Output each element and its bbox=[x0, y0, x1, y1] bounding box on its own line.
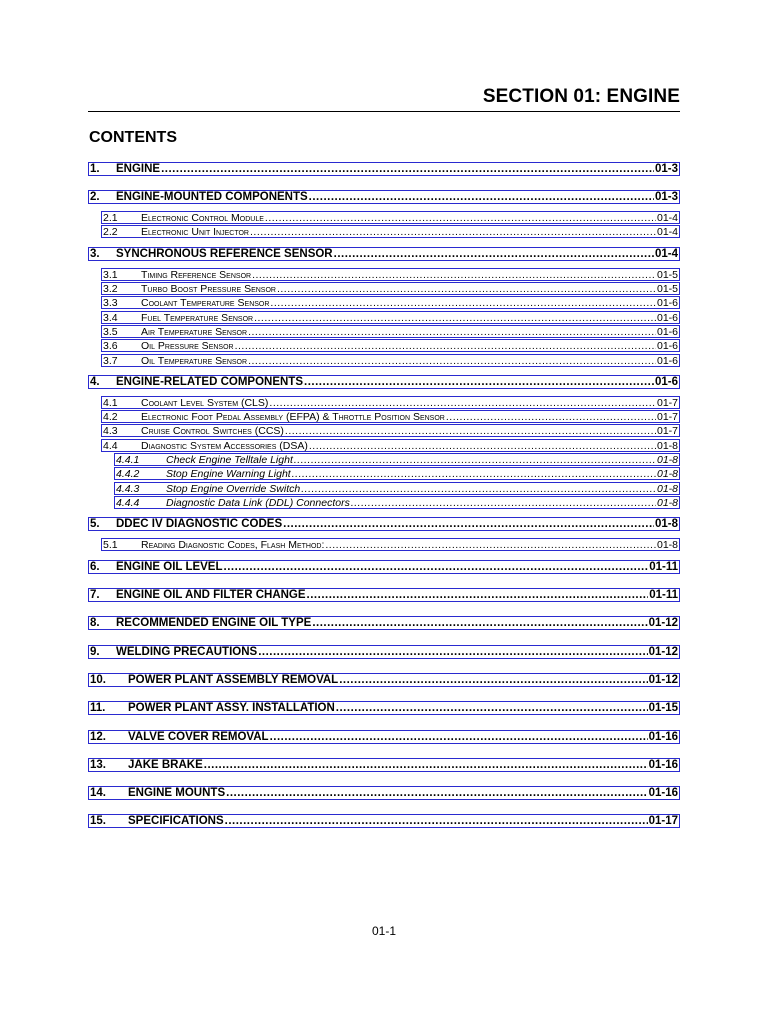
toc-entry-page: 01-12 bbox=[648, 674, 678, 686]
toc-entry-title: Timing Reference Sensor bbox=[141, 269, 252, 281]
toc-entry-page: 01-16 bbox=[648, 787, 678, 799]
toc-entry-page: 01-6 bbox=[656, 297, 678, 309]
dot-leader bbox=[325, 539, 656, 551]
toc-entry-title: Stop Engine Override Switch bbox=[166, 483, 301, 495]
dot-leader bbox=[225, 815, 648, 827]
toc-entry-page: 01-6 bbox=[656, 355, 678, 367]
toc-entry-1[interactable] bbox=[88, 162, 680, 176]
toc-entry-2-1[interactable] bbox=[101, 211, 680, 224]
dot-leader bbox=[235, 340, 656, 352]
dot-leader bbox=[161, 163, 654, 175]
toc-entry-number: 2.1 bbox=[103, 212, 118, 224]
toc-entry-4-1[interactable] bbox=[101, 396, 680, 409]
toc-entry-page: 01-15 bbox=[648, 702, 678, 714]
dot-leader bbox=[304, 376, 654, 388]
toc-entry-number: 3.6 bbox=[103, 340, 118, 352]
toc-entry-5[interactable] bbox=[88, 517, 680, 531]
dot-leader bbox=[270, 297, 656, 309]
toc-entry-title: RECOMMENDED ENGINE OIL TYPE bbox=[116, 617, 312, 629]
toc-entry-page: 01-3 bbox=[654, 163, 678, 175]
toc-entry-page: 01-12 bbox=[648, 646, 678, 658]
toc-entry-number: 1. bbox=[90, 163, 100, 175]
toc-entry-4-4-1[interactable] bbox=[114, 453, 680, 466]
dot-leader bbox=[258, 646, 647, 658]
toc-entry-number: 4. bbox=[90, 376, 100, 388]
toc-entry-4[interactable] bbox=[88, 375, 680, 389]
dot-leader bbox=[307, 589, 649, 601]
page-number: 01-1 bbox=[371, 924, 397, 938]
toc-entry-page: 01-7 bbox=[656, 425, 678, 437]
toc-entry-number: 4.4.3 bbox=[116, 483, 140, 495]
toc-entry-title: Reading Diagnostic Codes, Flash Method: bbox=[141, 539, 325, 551]
toc-entry-title: Electronic Control Module bbox=[141, 212, 264, 224]
toc-entry-number: 14. bbox=[90, 787, 106, 799]
toc-entry-number: 15. bbox=[90, 815, 106, 827]
toc-entry-page: 01-4 bbox=[656, 212, 678, 224]
toc-entry-page: 01-7 bbox=[656, 397, 678, 409]
dot-leader bbox=[294, 454, 656, 466]
toc-entry-number: 5. bbox=[90, 518, 100, 530]
toc-entry-3-3[interactable] bbox=[101, 296, 680, 309]
toc-entry-number: 3.3 bbox=[103, 297, 118, 309]
dot-leader bbox=[309, 440, 656, 452]
toc-entry-page: 01-16 bbox=[648, 731, 678, 743]
toc-entry-number: 3.1 bbox=[103, 269, 118, 281]
toc-entry-title: POWER PLANT ASSEMBLY REMOVAL bbox=[128, 674, 339, 686]
toc-entry-title: SYNCHRONOUS REFERENCE SENSOR bbox=[116, 248, 333, 260]
dot-leader bbox=[301, 483, 656, 495]
toc-entry-page: 01-6 bbox=[654, 376, 678, 388]
dot-leader bbox=[204, 759, 648, 771]
dot-leader bbox=[283, 518, 654, 530]
toc-entry-number: 4.2 bbox=[103, 411, 118, 423]
dot-leader bbox=[269, 397, 656, 409]
toc-entry-7[interactable] bbox=[88, 588, 680, 602]
toc-entry-3-1[interactable] bbox=[101, 268, 680, 281]
dot-leader bbox=[248, 355, 656, 367]
toc-entry-13[interactable] bbox=[88, 758, 680, 772]
dot-leader bbox=[226, 787, 647, 799]
toc-entry-title: ENGINE OIL LEVEL bbox=[116, 561, 223, 573]
toc-entry-page: 01-17 bbox=[648, 815, 678, 827]
toc-entry-page: 01-8 bbox=[656, 468, 678, 480]
toc-entry-3-4[interactable] bbox=[101, 311, 680, 324]
toc-entry-title: ENGINE-RELATED COMPONENTS bbox=[116, 376, 303, 388]
toc-entry-3-5[interactable] bbox=[101, 325, 680, 338]
toc-entry-6[interactable] bbox=[88, 560, 680, 574]
toc-entry-number: 3.4 bbox=[103, 312, 118, 324]
toc-entry-15[interactable] bbox=[88, 814, 680, 828]
toc-entry-number: 8. bbox=[90, 617, 100, 629]
toc-entry-number: 5.1 bbox=[103, 539, 118, 551]
toc-entry-title: Electronic Foot Pedal Assembly (EFPA) & Throttle Position Sensor bbox=[141, 411, 445, 423]
toc-entry-4-4-2[interactable] bbox=[114, 467, 680, 480]
contents-heading: CONTENTS bbox=[89, 129, 177, 146]
toc-entry-title: SPECIFICATIONS bbox=[128, 815, 224, 827]
toc-entry-number: 7. bbox=[90, 589, 100, 601]
toc-entry-title: VALVE COVER REMOVAL bbox=[128, 731, 269, 743]
toc-entry-page: 01-5 bbox=[656, 269, 678, 281]
toc-entry-4-4-4[interactable] bbox=[114, 496, 680, 509]
toc-entry-9[interactable] bbox=[88, 645, 680, 659]
toc-entry-title: Electronic Unit Injector bbox=[141, 226, 249, 238]
toc-entry-page: 01-6 bbox=[656, 312, 678, 324]
toc-entry-14[interactable] bbox=[88, 786, 680, 800]
toc-entry-number: 2.2 bbox=[103, 226, 118, 238]
toc-entry-page: 01-8 bbox=[656, 454, 678, 466]
dot-leader bbox=[270, 731, 648, 743]
toc-entry-page: 01-12 bbox=[648, 617, 678, 629]
toc-entry-number: 2. bbox=[90, 191, 100, 203]
toc-entry-title: ENGINE OIL AND FILTER CHANGE bbox=[116, 589, 306, 601]
toc-entry-title: ENGINE MOUNTS bbox=[128, 787, 226, 799]
dot-leader bbox=[265, 212, 656, 224]
dot-leader bbox=[446, 411, 656, 423]
dot-leader bbox=[277, 283, 656, 295]
toc-entry-page: 01-8 bbox=[656, 483, 678, 495]
dot-leader bbox=[351, 497, 656, 509]
toc-entry-8[interactable] bbox=[88, 616, 680, 630]
toc-entry-page: 01-5 bbox=[656, 283, 678, 295]
toc-entry-3[interactable] bbox=[88, 247, 680, 261]
toc-entry-number: 4.4 bbox=[103, 440, 118, 452]
toc-entry-page: 01-8 bbox=[656, 440, 678, 452]
toc-entry-3-2[interactable] bbox=[101, 282, 680, 295]
toc-entry-title: POWER PLANT ASSY. INSTALLATION bbox=[128, 702, 335, 714]
toc-entry-5-1[interactable] bbox=[101, 538, 680, 551]
dot-leader bbox=[309, 191, 654, 203]
toc-entry-title: Oil Temperature Sensor bbox=[141, 355, 248, 367]
toc-entry-3-7[interactable] bbox=[101, 354, 680, 367]
toc-entry-number: 4.4.1 bbox=[116, 454, 140, 466]
toc-entry-number: 10. bbox=[90, 674, 106, 686]
dot-leader bbox=[336, 702, 648, 714]
dot-leader bbox=[254, 312, 656, 324]
toc-entry-title: Check Engine Telltale Light bbox=[166, 454, 293, 466]
toc-entry-number: 13. bbox=[90, 759, 106, 771]
toc-entry-2-2[interactable] bbox=[101, 225, 680, 238]
toc-entry-number: 9. bbox=[90, 646, 100, 658]
dot-leader bbox=[224, 561, 649, 573]
dot-leader bbox=[312, 617, 647, 629]
toc-entry-title: Air Temperature Sensor bbox=[141, 326, 248, 338]
dot-leader bbox=[334, 248, 654, 260]
dot-leader bbox=[339, 674, 647, 686]
toc-entry-title: ENGINE bbox=[116, 163, 161, 175]
dot-leader bbox=[250, 226, 656, 238]
toc-entry-4-3[interactable] bbox=[101, 424, 680, 437]
toc-entry-page: 01-16 bbox=[648, 759, 678, 771]
toc-entry-number: 6. bbox=[90, 561, 100, 573]
toc-entry-title: JAKE BRAKE bbox=[128, 759, 203, 771]
toc-entry-title: Stop Engine Warning Light bbox=[166, 468, 291, 480]
toc-entry-title: Cruise Control Switches (CCS) bbox=[141, 425, 284, 437]
toc-entry-4-4[interactable] bbox=[101, 439, 680, 452]
toc-entry-title: Diagnostic System Accessories (DSA) bbox=[141, 440, 308, 452]
toc-entry-2[interactable] bbox=[88, 190, 680, 204]
dot-leader bbox=[285, 425, 656, 437]
toc-entry-4-4-3[interactable] bbox=[114, 482, 680, 495]
toc-entry-page: 01-11 bbox=[649, 561, 678, 573]
toc-entry-page: 01-11 bbox=[649, 589, 678, 601]
toc-entry-page: 01-3 bbox=[654, 191, 678, 203]
toc-entry-page: 01-8 bbox=[654, 518, 678, 530]
toc-entry-number: 12. bbox=[90, 731, 106, 743]
toc-entry-3-6[interactable] bbox=[101, 339, 680, 352]
dot-leader bbox=[248, 326, 656, 338]
toc-entry-number: 3.2 bbox=[103, 283, 118, 295]
toc-entry-page: 01-8 bbox=[656, 497, 678, 509]
toc-entry-number: 4.3 bbox=[103, 425, 118, 437]
toc-entry-11[interactable] bbox=[88, 701, 680, 715]
toc-entry-page: 01-6 bbox=[656, 326, 678, 338]
toc-entry-10[interactable] bbox=[88, 673, 680, 687]
toc-entry-number: 4.4.4 bbox=[116, 497, 140, 509]
toc-entry-number: 3. bbox=[90, 248, 100, 260]
toc-entry-title: WELDING PRECAUTIONS bbox=[116, 646, 258, 658]
toc-entry-4-2[interactable] bbox=[101, 410, 680, 423]
toc-entry-number: 4.1 bbox=[103, 397, 118, 409]
toc-entry-title: ENGINE-MOUNTED COMPONENTS bbox=[116, 191, 308, 203]
toc-entry-number: 3.7 bbox=[103, 355, 118, 367]
toc-entry-title: Coolant Temperature Sensor bbox=[141, 297, 270, 309]
toc-entry-page: 01-4 bbox=[654, 248, 678, 260]
toc-entry-page: 01-4 bbox=[656, 226, 678, 238]
toc-entry-title: Diagnostic Data Link (DDL) Connectors bbox=[166, 497, 350, 509]
toc-entry-page: 01-8 bbox=[656, 539, 678, 551]
toc-entry-title: Oil Pressure Sensor bbox=[141, 340, 234, 352]
toc-entry-title: Turbo Boost Pressure Sensor bbox=[141, 283, 276, 295]
title-rule bbox=[88, 111, 680, 112]
toc-entry-number: 11. bbox=[90, 702, 106, 714]
section-title: SECTION 01: ENGINE bbox=[482, 86, 680, 107]
toc-entry-title: DDEC IV DIAGNOSTIC CODES bbox=[116, 518, 283, 530]
dot-leader bbox=[292, 468, 656, 480]
toc-entry-12[interactable] bbox=[88, 730, 680, 744]
toc-entry-title: Coolant Level System (CLS) bbox=[141, 397, 269, 409]
toc-entry-number: 3.5 bbox=[103, 326, 118, 338]
toc-entry-page: 01-7 bbox=[656, 411, 678, 423]
dot-leader bbox=[252, 269, 656, 281]
toc-entry-title: Fuel Temperature Sensor bbox=[141, 312, 254, 324]
toc-entry-page: 01-6 bbox=[656, 340, 678, 352]
toc-entry-number: 4.4.2 bbox=[116, 468, 140, 480]
